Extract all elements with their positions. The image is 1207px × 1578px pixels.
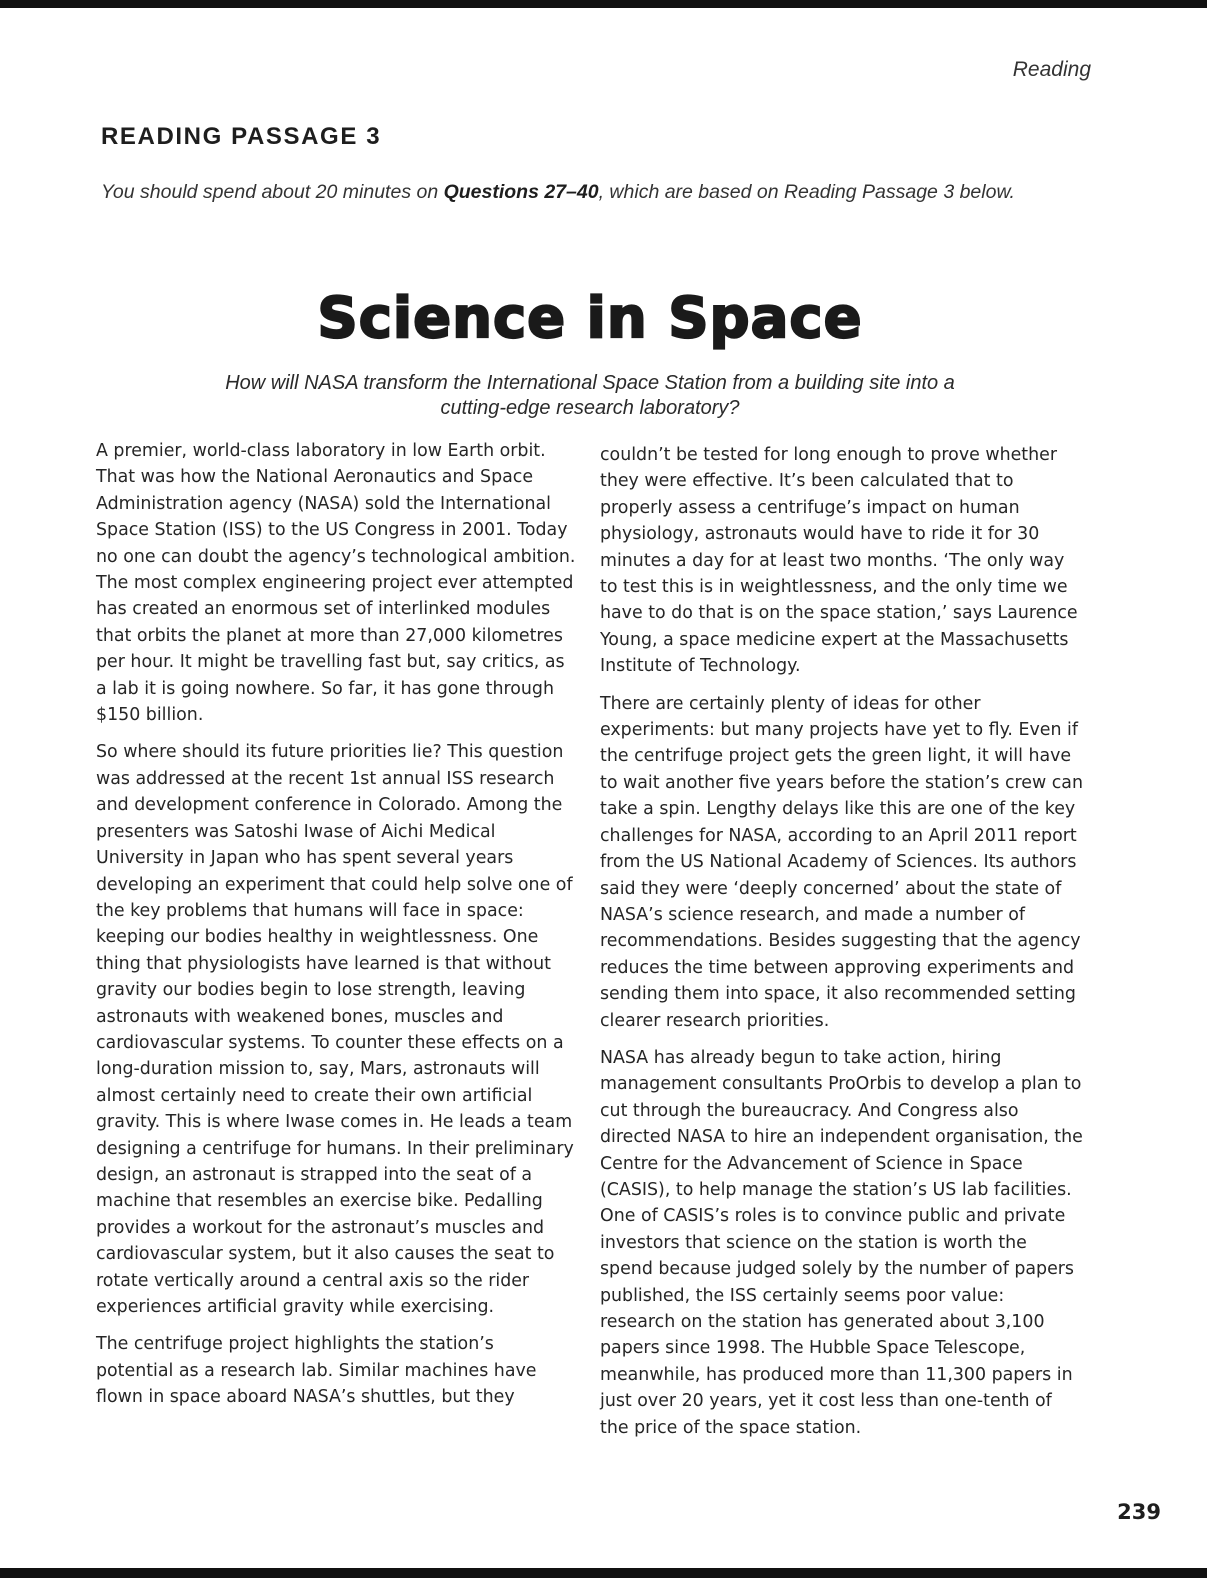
instruction-text (101, 180, 1071, 205)
page-number: 239 (1117, 1500, 1161, 1524)
paragraph: There are certainly plenty of ideas for other experiments: but many projects have yet to fly. Even if the centrifuge project gets the green light, it will have to wait another five years before the station’s crew can take a spin. Lengthy delays like this are one of the key challenges for NASA, according to an April 2011 report from the US National Academy of Sciences. Its authors said they were ‘deeply concerned’ about the state of NASA’s science research, and made a number of recommendations. Besides suggesting that the agency reduces the time between approving experiments and sending them into space, it also recommended setting clearer research priorities. (600, 693, 1083, 1031)
paragraph: couldn’t be tested for long enough to prove whether they were effective. It’s been calculated that to properly assess a centrifuge’s impact on human physiology, astronauts would have to ride it for 30 minutes a day for at least two months. ‘The only way to test this is in weightlessness, and the only time we have to do that is on the space station,’ says Laurence Young, a space medicine expert at the Massachusetts Institute of Technology. (600, 445, 1078, 677)
instruction-after: , which are based on Reading Passage 3 below. (598, 181, 1015, 203)
page-edge-top (0, 0, 1207, 8)
article-title: Science in Space (317, 286, 863, 351)
article-subtitle: How will NASA transform the International Space Station from a building site into a cutting-edge research laboratory? (225, 372, 955, 419)
paragraph: A premier, world-class laboratory in low Earth orbit. That was how the National Aeronautics and Space Administration agency (NASA) sold the International Space Station (ISS) to the US Congress in 2001. Today no one can doubt the agency’s technological ambition. The most complex engineering project ever attempted has created an enormous set of interlinked modules that orbits the planet at more than 27,000 kilometres per hour. It might be travelling fast but, say critics, as a lab it is going nowhere. So far, it has gone through $150 billion. (96, 441, 576, 726)
paragraph: So where should its future priorities lie? This question was addressed at the recent 1st annual ISS research and development conference in Colorado. Among the presenters was Satoshi Iwase of Aichi Medical University in Japan who has spent several years developing an experiment that could help solve one of the key problems that humans will face in space: keeping our bodies healthy in weightlessness. One thing that physiologists have learned is that without gravity our bodies begin to lose strength, leaving astronauts with weakened bones, muscles and cardiovascular systems. To counter these effects on a long-duration mission to, say, Mars, astronauts will almost certainly need to create their own artificial gravity. This is where Iwase comes in. He leads a team designing a centrifuge for humans. In their preliminary design, an astronaut is strapped into the seat of a machine that resembles an exercise bike. Pedalling provides a workout for the astronaut’s muscles and cardiovascular system, but it also causes the seat to rotate vertically around a central axis so the rider experiences artificial gravity while exercising. (96, 742, 574, 1317)
paragraph: NASA has already begun to take action, hiring management consultants ProOrbis to develop a plan to cut through the bureaucracy. And Congress also directed NASA to hire an independent organisation, the Centre for the Advancement of Science in Space (CASIS), to help manage the station’s US lab facilities. One of CASIS’s roles is to convince public and private investors that science on the station is worth the spend because judged solely by the number of papers published, the ISS certainly seems poor value: research on the station has generated about 3,100 papers since 1998. The Hubble Space Telescope, meanwhile, has produced more than 11,300 papers in just over 20 years, yet it cost less than one-tenth of the price of the space station. (600, 1047, 1083, 1438)
left-column (96, 438, 576, 1422)
page-edge-bottom (0, 1568, 1207, 1578)
right-column (600, 442, 1084, 1452)
instruction-before: You should spend about 20 minutes on (101, 181, 444, 203)
paragraph: The centrifuge project highlights the station’s potential as a research lab. Similar machines have flown in space aboard NASA’s shuttles, but they (96, 1334, 537, 1408)
passage-label: READING PASSAGE 3 (101, 123, 382, 150)
running-head: Reading (1012, 58, 1091, 81)
instruction-questions: Questions 27–40 (443, 181, 599, 203)
